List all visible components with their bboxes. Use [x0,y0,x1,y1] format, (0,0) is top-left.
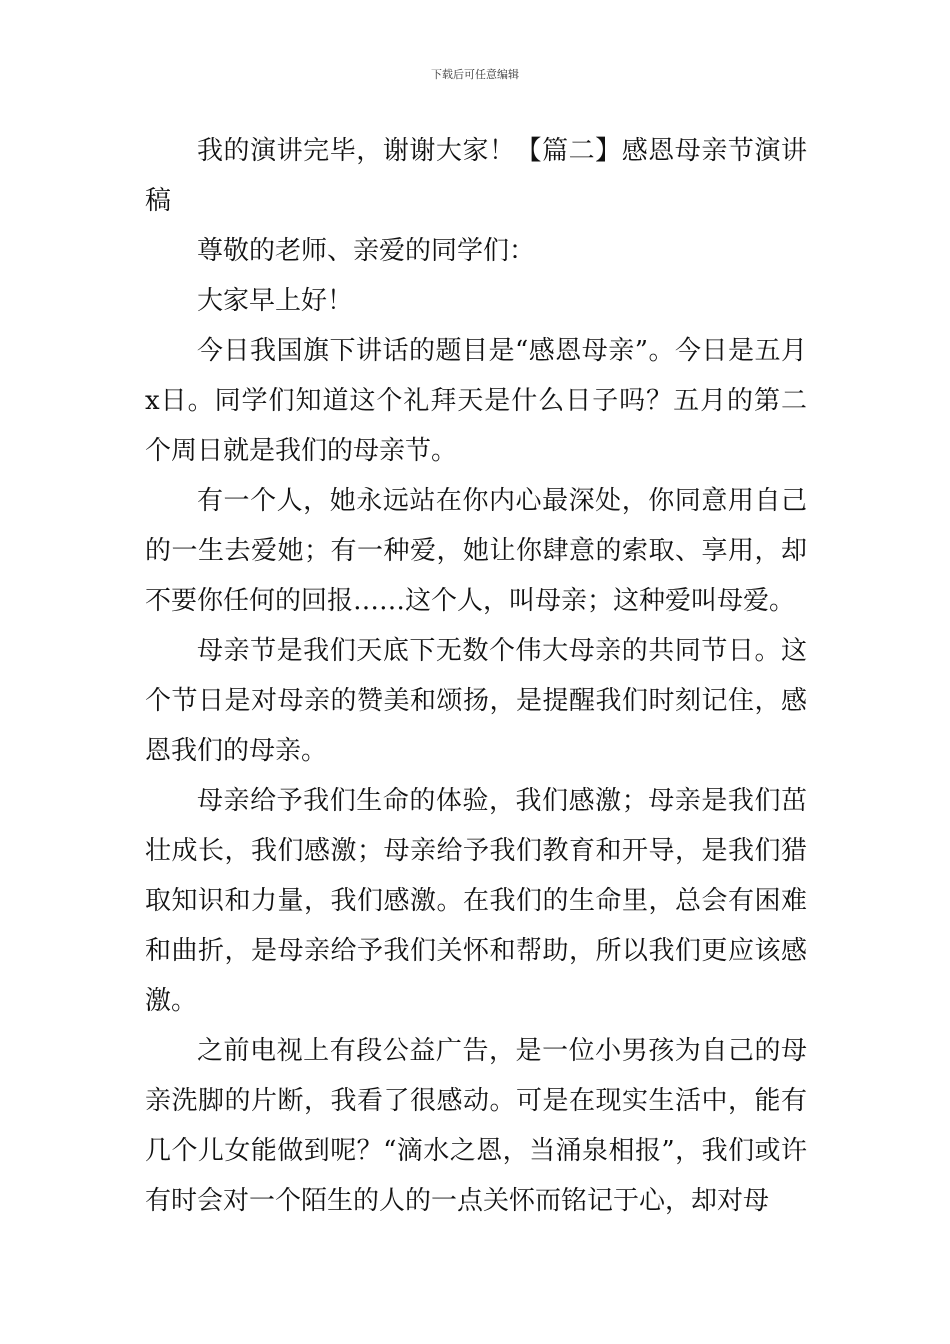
paragraph-gratitude: 母亲给予我们生命的体验，我们感激；母亲是我们茁壮成长，我们感激；母亲给予我们教育和开导，是我们猎取知识和力量，我们感激。在我们的生命里，总会有困难和曲折，是母亲给予我们关怀和帮助，所以我们更应该感激。 [145,786,807,1016]
paragraph-mother-love: 有一个人，她永远站在你内心最深处，你同意用自己的一生去爱她；有一种爱，她让你肆意的索取、享用，却不要你任何的回报……这个人，叫母亲；这种爱叫母爱。 [145,486,807,616]
paragraph-greeting: 大家早上好！ [197,286,354,316]
page-header: 下载后可任意编辑 [431,68,519,81]
paragraph-salutation: 尊敬的老师、亲爱的同学们： [197,236,536,266]
document-body [145,126,807,1226]
paragraph-public-service-ad: 之前电视上有段公益广告，是一位小男孩为自己的母亲洗脚的片断，我看了很感动。可是在现实生活中，能有几个儿女能做到呢？“滴水之恩，当涌泉相报”，我们或许有时会对一个陌生的人的一点关怀而铭记于心，却对母 [145,1036,807,1216]
paragraph-mothers-day: 母亲节是我们天底下无数个伟大母亲的共同节日。这个节日是对母亲的赞美和颂扬，是提醒我们时刻记住，感恩我们的母亲。 [145,636,807,766]
paragraph-topic: 今日我国旗下讲话的题目是“感恩母亲”。今日是五月x日。同学们知道这个礼拜天是什么日子吗？五月的第二个周日就是我们的母亲节。 [145,336,807,466]
paragraph-closing: 我的演讲完毕，谢谢大家！【篇二】感恩母亲节演讲稿 [145,136,807,216]
